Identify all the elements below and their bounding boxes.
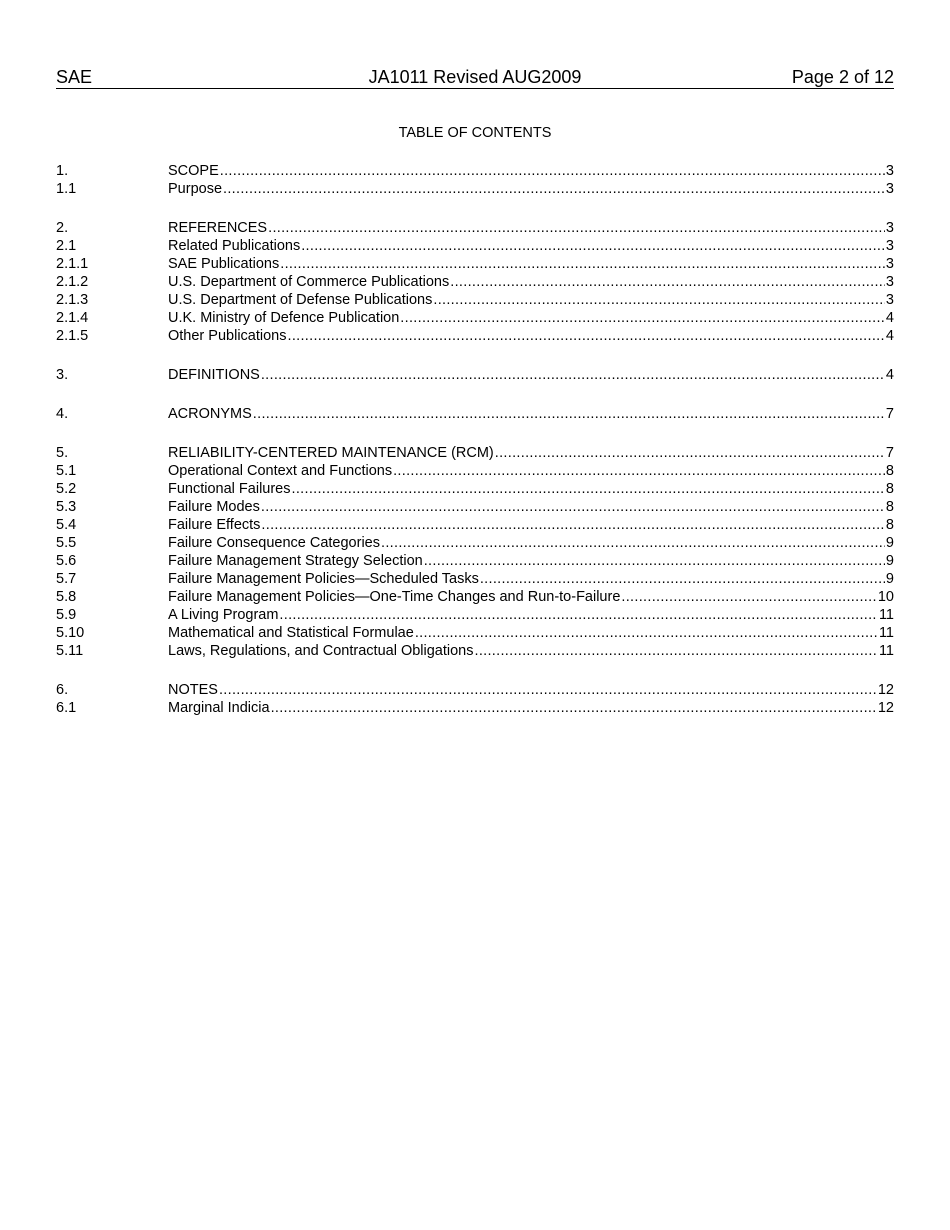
toc-entry-number: 4.	[56, 406, 69, 422]
toc-entry-title: Related Publications	[168, 238, 301, 254]
toc-entry-line	[168, 606, 894, 624]
toc-entry-page: 4	[885, 328, 894, 344]
toc-entry-page: 3	[885, 256, 894, 272]
toc-section-group	[56, 366, 894, 384]
toc-entry-line	[168, 162, 894, 180]
toc-entry-line	[168, 309, 894, 327]
toc-section-group	[56, 444, 894, 660]
toc-dot-leader	[424, 552, 885, 570]
header-organization: SAE	[56, 67, 93, 87]
toc-entry-page: 3	[885, 292, 894, 308]
page-header	[56, 66, 894, 89]
toc-entry-number: 5.2	[56, 481, 77, 497]
toc-entry-title: Failure Management Policies—One-Time Changes and Run-to-Failure	[168, 589, 621, 605]
toc-entry[interactable]	[56, 462, 894, 480]
toc-entry-line	[168, 681, 894, 699]
toc-entry[interactable]	[56, 588, 894, 606]
toc-entry-page: 7	[885, 406, 894, 422]
toc-entry-title: Failure Management Policies—Scheduled Tasks	[168, 571, 479, 587]
toc-entry-title: DEFINITIONS	[168, 367, 260, 383]
toc-entry-number: 3.	[56, 367, 69, 383]
toc-dot-leader	[621, 588, 876, 606]
toc-entry[interactable]	[56, 681, 894, 699]
toc-entry-line	[168, 570, 894, 588]
toc-dot-leader	[279, 606, 878, 624]
toc-dot-leader	[381, 534, 885, 552]
toc-entry-line	[168, 699, 894, 717]
toc-entry-title: Laws, Regulations, and Contractual Obligations	[168, 643, 474, 659]
toc-entry-page: 12	[877, 700, 894, 716]
toc-entry-page: 11	[878, 625, 894, 641]
toc-entry-line	[168, 327, 894, 345]
toc-entry-page: 9	[885, 571, 894, 587]
toc-entry[interactable]	[56, 162, 894, 180]
toc-entry-number: 2.1.2	[56, 274, 89, 290]
toc-entry[interactable]	[56, 180, 894, 198]
toc-entry-line	[168, 405, 894, 423]
toc-entry[interactable]	[56, 606, 894, 624]
toc-entry[interactable]	[56, 237, 894, 255]
toc-dot-leader	[287, 327, 884, 345]
toc-dot-leader	[450, 273, 885, 291]
toc-entry-page: 10	[877, 589, 894, 605]
toc-entry[interactable]	[56, 291, 894, 309]
toc-entry[interactable]	[56, 570, 894, 588]
toc-entry-page: 8	[885, 481, 894, 497]
toc-entry-number: 5.11	[56, 643, 84, 659]
toc-heading: TABLE OF CONTENTS	[398, 125, 552, 141]
toc-entry-number: 2.1	[56, 238, 77, 254]
toc-entry-number: 5.5	[56, 535, 77, 551]
toc-entry-title: Operational Context and Functions	[168, 463, 393, 479]
toc-entry-line	[168, 219, 894, 237]
toc-entry-page: 9	[885, 553, 894, 569]
toc-section-group	[56, 219, 894, 345]
toc-dot-leader	[480, 570, 885, 588]
header-page-number: Page 2 of 12	[791, 67, 894, 87]
toc-entry-number: 5.	[56, 445, 69, 461]
toc-entry-title: Failure Consequence Categories	[168, 535, 380, 551]
toc-entry-page: 4	[885, 367, 894, 383]
toc-entry-number: 5.7	[56, 571, 77, 587]
toc-entry-line	[168, 444, 894, 462]
toc-entry-title: ACRONYMS	[168, 406, 252, 422]
toc-dot-leader	[415, 624, 878, 642]
toc-section-group	[56, 681, 894, 717]
toc-entry-title: RELIABILITY-CENTERED MAINTENANCE (RCM)	[168, 445, 494, 461]
toc-entry-number: 5.9	[56, 607, 77, 623]
toc-entry-page: 3	[885, 274, 894, 290]
toc-entry-number: 2.1.4	[56, 310, 89, 326]
toc-entry-page: 11	[878, 607, 894, 623]
toc-dot-leader	[433, 291, 885, 309]
toc-entry[interactable]	[56, 624, 894, 642]
toc-entry-title: Mathematical and Statistical Formulae	[168, 625, 414, 641]
toc-entry[interactable]	[56, 444, 894, 462]
toc-dot-leader	[261, 498, 885, 516]
toc-entry-number: 2.	[56, 220, 69, 236]
toc-entry[interactable]	[56, 405, 894, 423]
toc-section-group	[56, 162, 894, 198]
toc-dot-leader	[280, 255, 885, 273]
toc-entry-page: 12	[877, 682, 894, 698]
toc-entry-title: SAE Publications	[168, 256, 280, 272]
toc-entry-title: U.S. Department of Commerce Publications	[168, 274, 450, 290]
toc-entry-number: 1.1	[56, 181, 77, 197]
toc-dot-leader	[301, 237, 885, 255]
toc-dot-leader	[223, 180, 885, 198]
toc-entry-title: SCOPE	[168, 163, 219, 179]
toc-entry-number: 2.1.1	[56, 256, 89, 272]
toc-entry-line	[168, 552, 894, 570]
toc-entry-page: 3	[885, 163, 894, 179]
toc-entry-title: NOTES	[168, 682, 218, 698]
toc-entry-page: 3	[885, 181, 894, 197]
toc-dot-leader	[261, 366, 885, 384]
toc-entry[interactable]	[56, 327, 894, 345]
toc-entry-number: 2.1.5	[56, 328, 89, 344]
toc-entry-line	[168, 480, 894, 498]
toc-entry-number: 5.3	[56, 499, 77, 515]
toc-entry[interactable]	[56, 219, 894, 237]
toc-entry-line	[168, 237, 894, 255]
toc-entry-line	[168, 624, 894, 642]
toc-section-group	[56, 405, 894, 423]
toc-entry-page: 9	[885, 535, 894, 551]
toc-dot-leader	[253, 405, 885, 423]
toc-dot-leader	[271, 699, 877, 717]
toc-entry[interactable]	[56, 366, 894, 384]
toc-entry[interactable]	[56, 480, 894, 498]
toc-dot-leader	[268, 219, 885, 237]
toc-dot-leader	[219, 681, 877, 699]
toc-entry-page: 4	[885, 310, 894, 326]
toc-entry-line	[168, 366, 894, 384]
toc-entry[interactable]	[56, 309, 894, 327]
toc-entry-number: 5.4	[56, 517, 77, 533]
toc-dot-leader	[474, 642, 877, 660]
toc-entry-line	[168, 291, 894, 309]
toc-entry-title: Other Publications	[168, 328, 287, 344]
toc-entry-line	[168, 534, 894, 552]
toc-entry-page: 8	[885, 499, 894, 515]
toc-entry-page: 3	[885, 220, 894, 236]
toc-entry-line	[168, 642, 894, 660]
toc-entry-title: A Living Program	[168, 607, 279, 623]
toc-dot-leader	[400, 309, 885, 327]
header-document-id: JA1011 Revised AUG2009	[368, 67, 582, 87]
toc-entry-number: 6.1	[56, 700, 77, 716]
toc-entry-line	[168, 498, 894, 516]
toc-dot-leader	[220, 162, 885, 180]
toc-entry[interactable]	[56, 255, 894, 273]
toc-entry-number: 5.1	[56, 463, 77, 479]
toc-entry-title: Failure Modes	[168, 499, 260, 515]
toc-entry-number: 6.	[56, 682, 69, 698]
toc-entry-title: Functional Failures	[168, 481, 291, 497]
toc-entry[interactable]	[56, 699, 894, 717]
toc-entry-line	[168, 255, 894, 273]
toc-entry-title: U.K. Ministry of Defence Publication	[168, 310, 400, 326]
toc-entry-title: Marginal Indicia	[168, 700, 270, 716]
toc-dot-leader	[261, 516, 885, 534]
toc-entry-title: Failure Management Strategy Selection	[168, 553, 423, 569]
toc-entry-line	[168, 588, 894, 606]
toc-entry[interactable]	[56, 498, 894, 516]
toc-entry-title: REFERENCES	[168, 220, 268, 236]
toc-entry[interactable]	[56, 552, 894, 570]
toc-entry-number: 1.	[56, 163, 69, 179]
toc-entry-number: 5.10	[56, 625, 85, 641]
toc-entry-number: 2.1.3	[56, 292, 89, 308]
toc-dot-leader	[292, 480, 885, 498]
toc-entry-number: 5.6	[56, 553, 77, 569]
toc-entry[interactable]	[56, 534, 894, 552]
toc-entry[interactable]	[56, 642, 894, 660]
toc-entry-number: 5.8	[56, 589, 77, 605]
toc-entry-title: Failure Effects	[168, 517, 261, 533]
toc-entry-page: 3	[885, 238, 894, 254]
toc-entry-line	[168, 516, 894, 534]
toc-dot-leader	[495, 444, 885, 462]
toc-entry-page: 8	[885, 463, 894, 479]
toc-entry-line	[168, 273, 894, 291]
toc-entry-title: Purpose	[168, 181, 223, 197]
toc-entry-page: 8	[885, 517, 894, 533]
toc-entry-line	[168, 462, 894, 480]
toc-entry-title: U.S. Department of Defense Publications	[168, 292, 433, 308]
table-of-contents	[56, 162, 894, 738]
toc-entry-page: 7	[885, 445, 894, 461]
toc-entry-page: 11	[878, 643, 894, 659]
toc-entry[interactable]	[56, 516, 894, 534]
toc-dot-leader	[393, 462, 885, 480]
toc-entry-line	[168, 180, 894, 198]
toc-entry[interactable]	[56, 273, 894, 291]
